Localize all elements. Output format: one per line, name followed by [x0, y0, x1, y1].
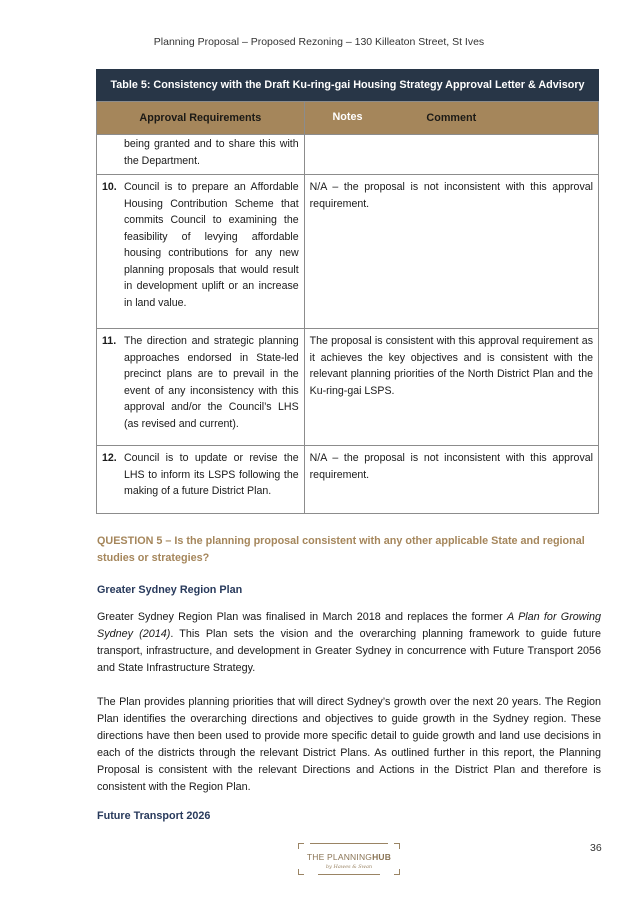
question-heading: QUESTION 5 – Is the planning proposal consistent with any other applicable State and regional studies or strategies? [97, 535, 585, 564]
section-heading-greater-sydney: Greater Sydney Region Plan [97, 584, 243, 596]
logo-tagline: by Hawes & Swan [325, 864, 373, 870]
comment-cell: N/A – the proposal is not inconsistent with this approval requirement. [304, 175, 598, 329]
page-number: 36 [590, 842, 602, 854]
comment-cell: N/A – the proposal is not inconsistent with this approval requirement. [304, 446, 598, 514]
requirement-text: Council is to update or revise the LHS to inform its LSPS following the making of a future District Plan. [124, 452, 299, 497]
table-caption: Table 5: Consistency with the Draft Ku-ring-gai Housing Strategy Approval Letter & Advisory Notes [96, 69, 599, 101]
requirement-number: 12. [102, 452, 117, 464]
requirement-cell [97, 446, 305, 514]
column-header-requirements: Approval Requirements [97, 102, 305, 135]
table-row [97, 175, 599, 329]
paragraph-text: Greater Sydney Region Plan was finalised in March 2018 and replaces the former [97, 611, 508, 623]
section-heading-future-transport: Future Transport 2026 [97, 810, 211, 822]
consistency-table [96, 69, 599, 514]
running-header: Planning Proposal – Proposed Rezoning – 130 Killeaton Street, St Ives [153, 36, 485, 48]
requirement-number: 10. [102, 181, 117, 193]
requirement-number: 11. [102, 335, 117, 347]
table-row-continued [97, 135, 599, 175]
requirement-cell [97, 175, 305, 329]
table-row [97, 329, 599, 446]
requirement-cell [97, 329, 305, 446]
paragraph-region-plan-priorities: The Plan provides planning priorities that will direct Sydney’s growth over the next 20 years. The Region Plan identifies the overarching directions and objectives to guide growth in the Sydney region. These directions have then been used to provide more specific detail to guide growth and land use decisions in each of the districts through the relevant District Plans. As outlined further in this report, the Planning Proposal is consistent with the relevant Directions and Actions in the District Plan and therefore is consistent with the Region Plan. [97, 696, 601, 793]
logo-name: THE PLANNINGHUB [306, 852, 392, 862]
comment-cell: The proposal is consistent with this approval requirement as it achieves the key objectives and is consistent with the relevant planning priorities of the North District Plan and the Ku-ring-gai LSPS. [304, 329, 598, 446]
italic-title: A Plan for Growing Sydney (2014) [97, 611, 601, 640]
paragraph-text: . This Plan sets the vision and the overarching planning framework to guide future transport, infrastructure, and development in Greater Sydney in concurrence with Future Transport 2056 and State Infrastructure Strategy. [97, 628, 601, 674]
table-row [97, 446, 599, 514]
planning-hub-logo [298, 843, 400, 875]
column-header-comment: Comment [304, 102, 598, 135]
requirement-text: The direction and strategic planning approaches endorsed in State-led precinct plans are to prevail in the event of any inconsistency with this approval and/or the Council’s LHS (as revised and current). [124, 335, 299, 430]
requirement-cell: being granted and to share this with the Department. [97, 135, 305, 175]
paragraph-region-plan-intro [97, 609, 601, 677]
requirement-text: Council is to prepare an Affordable Housing Contribution Scheme that commits Council to examining the feasibility of levying affordable housing contributions for any new planning proposals that would result in development uplift or an increase in land value. [124, 181, 299, 309]
comment-cell [304, 135, 598, 175]
